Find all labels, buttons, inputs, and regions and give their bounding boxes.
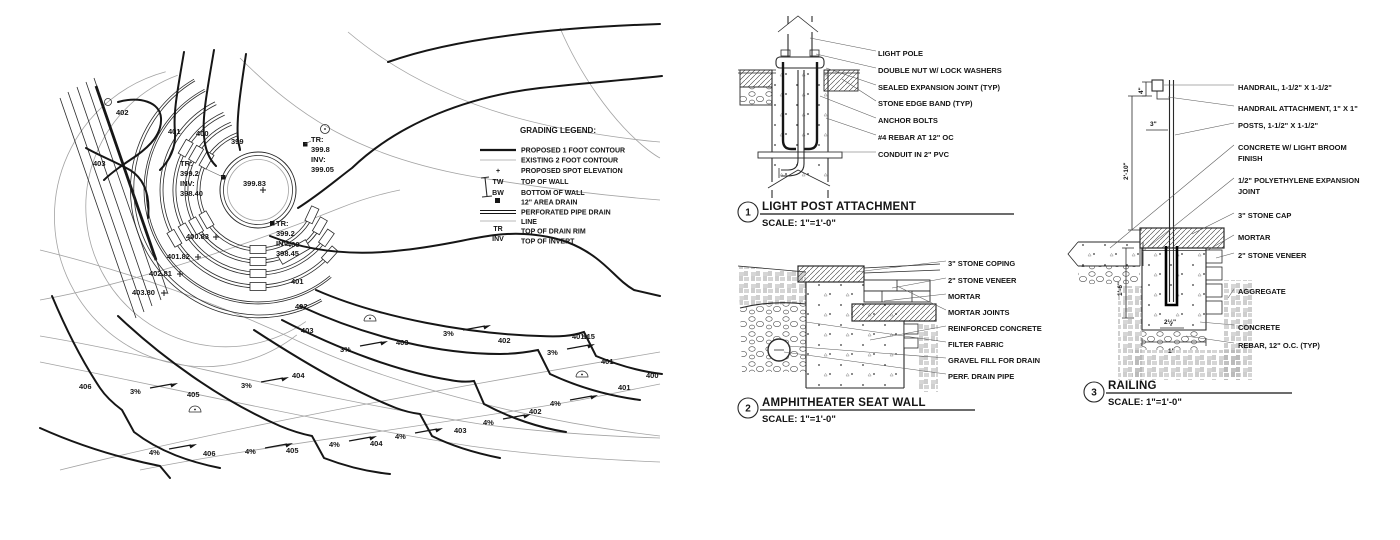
dim-label: 1'-6": [1117, 281, 1124, 296]
contour-label: 402: [116, 108, 129, 117]
dim-label: 1': [1168, 348, 1174, 355]
callout-label: CONCRETE: [1238, 323, 1281, 332]
legend-item-label: PERFORATED PIPE DRAIN: [521, 209, 611, 217]
callout-label: 2" STONE VENEER: [948, 276, 1017, 285]
dim-label: 2'-10": [1123, 162, 1130, 180]
callout-label: CONCRETE W/ LIGHT BROOM: [1238, 143, 1347, 152]
callout-label: JOINT: [1238, 187, 1261, 196]
legend-item-label: PROPOSED SPOT ELEVATION: [521, 168, 623, 175]
detail-number: 1: [745, 207, 751, 219]
spot-elevation: 402.81: [149, 269, 172, 278]
slope-label: 3%: [340, 345, 351, 354]
contour-label: 404: [370, 439, 383, 448]
callout-label: PERF. DRAIN PIPE: [948, 372, 1015, 381]
contour-label: 405: [286, 446, 299, 455]
contour-label: 405: [187, 390, 200, 399]
callout-label: AGGREGATE: [1238, 287, 1286, 296]
contour-label: 401: [601, 357, 614, 366]
detail-scale: SCALE: 1"=1'-0": [762, 414, 836, 425]
callout-label: 3" STONE COPING: [948, 259, 1016, 268]
legend-title: GRADING LEGEND:: [520, 126, 596, 135]
plus-icon: +: [495, 168, 501, 175]
callout-label: #4 REBAR AT 12" OC: [878, 133, 954, 142]
dim-label: 2½": [1164, 319, 1177, 326]
callout-label: 1/2" POLYETHYLENE EXPANSION: [1238, 176, 1360, 185]
legend-item-label: PROPOSED 1 FOOT CONTOUR: [521, 147, 626, 155]
existing-contours: [40, 28, 660, 470]
callout-label: ANCHOR BOLTS: [878, 116, 938, 125]
legend-item-label: BOTTOM OF WALL: [521, 190, 585, 197]
legend-key: TW: [492, 179, 504, 186]
contour-label: 402: [295, 302, 308, 311]
callout-label: REBAR, 12" O.C. (TYP): [1238, 341, 1320, 350]
contour-label: 400: [646, 371, 659, 380]
slope-label: 3%: [547, 348, 558, 357]
slope-label: 4%: [550, 399, 561, 408]
callout-label: DOUBLE NUT W/ LOCK WASHERS: [878, 66, 1002, 75]
slope-label: 3%: [241, 381, 252, 390]
legend-item-label: TOP OF DRAIN RIM: [521, 228, 586, 236]
slope-label: 4%: [395, 432, 406, 441]
legend-key: TR: [493, 226, 503, 233]
callout-label: CONDUIT IN 2" PVC: [878, 150, 950, 159]
contour-label: 400: [287, 240, 300, 249]
detail-1-light-post-attachment: [738, 16, 1014, 229]
contour-label: 403: [454, 426, 467, 435]
drain-note-line: 399.8: [311, 145, 330, 154]
callout-label: SEALED EXPANSION JOINT (TYP): [878, 83, 1000, 92]
contour-label: 401: [618, 383, 631, 392]
callout-label: FILTER FABRIC: [948, 340, 1004, 349]
dim-label: 3": [1150, 121, 1157, 128]
spot-elevation: 399.83: [243, 179, 266, 188]
drain-note-line: 399.2: [180, 169, 199, 178]
detail-title: RAILING: [1108, 380, 1157, 392]
detail-3-railing: [1068, 80, 1360, 408]
detail-number: 3: [1091, 387, 1097, 399]
slope-label: 4%: [483, 418, 494, 427]
callout-label: MORTAR: [948, 292, 981, 301]
detail-title: AMPHITHEATER SEAT WALL: [762, 397, 926, 409]
callout-label: 2" STONE VENEER: [1238, 251, 1307, 260]
contour-label: 406: [79, 382, 92, 391]
contour-label: 403: [301, 326, 314, 335]
contour-label: 399: [231, 137, 244, 146]
legend-item-label: TOP OF INVERT: [521, 238, 575, 246]
slope-label: 4%: [149, 448, 160, 457]
callout-label: POSTS, 1-1/2" X 1-1/2": [1238, 121, 1319, 130]
slope-label: 4%: [245, 447, 256, 456]
spot-elevation: 401.82: [167, 252, 190, 261]
contour-label: 402: [529, 407, 542, 416]
contour-label: 403: [396, 338, 409, 347]
drain-note-line: 399.05: [311, 165, 334, 174]
legend-item-label: LINE: [521, 219, 537, 226]
callout-label: FINISH: [1238, 154, 1263, 163]
detail-scale: SCALE: 1"=1'-0": [762, 218, 836, 229]
drain-note-line: 399.2: [276, 229, 295, 238]
legend-key: INV: [492, 236, 504, 243]
callout-label: REINFORCED CONCRETE: [948, 324, 1042, 333]
contour-label: 404: [292, 371, 305, 380]
callout-label: LIGHT POLE: [878, 49, 923, 58]
contour-label: 402: [498, 336, 511, 345]
drain-note-line: 398.40: [180, 189, 203, 198]
detail-scale: SCALE: 1"=1'-0": [1108, 397, 1182, 408]
callout-label: MORTAR: [1238, 233, 1271, 242]
slope-label: 4%: [329, 440, 340, 449]
callout-label: STONE EDGE BAND (TYP): [878, 99, 973, 108]
contour-label: 401: [291, 277, 304, 286]
grading-plan: [40, 24, 662, 478]
legend-key: BW: [492, 190, 504, 197]
dim-label: 4": [1138, 87, 1145, 94]
contour-label: 400: [196, 129, 209, 138]
contour-label: 406: [203, 449, 216, 458]
detail-2-amphitheater-seat-wall: [738, 259, 1042, 425]
callout-label: 3" STONE CAP: [1238, 211, 1292, 220]
drain-note-line: TR:: [180, 159, 193, 168]
drain-note-line: TR:: [311, 135, 324, 144]
drain-note-line: INV:: [311, 155, 326, 164]
plaza-circle: [220, 152, 296, 228]
drain-note-line: TR:: [276, 219, 289, 228]
slope-label: 3%: [130, 387, 141, 396]
slope-arrows: [150, 325, 598, 449]
spot-elevation: 401.15: [572, 332, 595, 341]
grading-legend: [480, 126, 625, 246]
slope-label: 3%: [443, 329, 454, 338]
drain-note-line: INV:: [276, 239, 291, 248]
legend-item-label: 12" AREA DRAIN: [521, 199, 578, 207]
legend-item-label: TOP OF WALL: [521, 179, 569, 186]
drain-note-line: INV:: [180, 179, 195, 188]
legend-item-label: EXISTING 2 FOOT CONTOUR: [521, 157, 619, 165]
detail-title: LIGHT POST ATTACHMENT: [762, 201, 917, 213]
spot-elevation: 403.80: [132, 288, 155, 297]
callout-label: HANDRAIL, 1-1/2" X 1-1/2": [1238, 83, 1332, 92]
callout-label: MORTAR JOINTS: [948, 308, 1010, 317]
spot-elevation: 400.83: [186, 232, 209, 241]
contour-label: 401: [168, 127, 181, 136]
detail-number: 2: [745, 403, 751, 415]
callout-label: GRAVEL FILL FOR DRAIN: [948, 356, 1041, 365]
drain-note-line: 398.45: [276, 249, 299, 258]
contour-label: 403: [93, 159, 106, 168]
callout-label: HANDRAIL ATTACHMENT, 1" X 1": [1238, 104, 1358, 113]
